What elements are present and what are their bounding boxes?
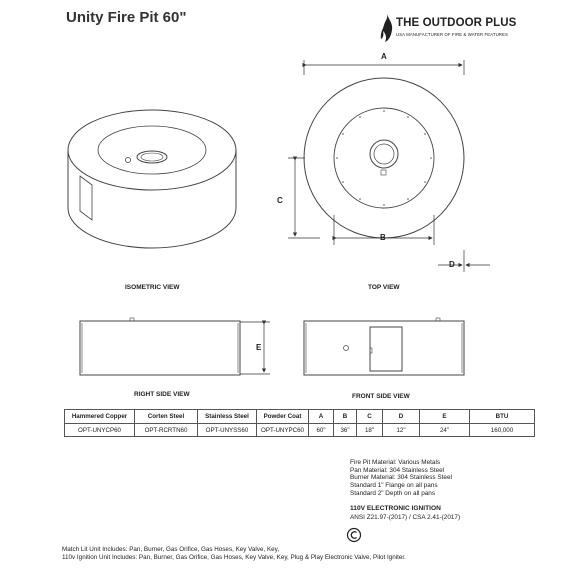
ignition-title: 110V ELECTRONIC IGNITION xyxy=(350,505,441,512)
match-lit-includes: Match Lit Unit Includes: Pan, Burner, Gas Orifice, Gas Hoses, Key Valve, Key, xyxy=(62,546,280,553)
top-view-drawing xyxy=(304,78,464,238)
table-cell: 36" xyxy=(334,424,357,437)
table-header: D xyxy=(383,410,420,424)
table-header: BTU xyxy=(470,410,535,424)
table-header: Stainless Steel xyxy=(198,410,257,424)
fire-pit-material: Fire Pit Material: Various Metals xyxy=(350,459,441,466)
right-side-drawing xyxy=(80,318,240,375)
footer-notes xyxy=(62,546,406,562)
table-cell: 24" xyxy=(420,424,470,437)
ignition-unit-includes: 110v Ignition Unit Includes: Pan, Burner, Gas Orifice, Gas Hoses, Key Valve, Key, Plug & Play Electronic Valve, Pilot Igniter. xyxy=(62,554,406,562)
front-side-drawing xyxy=(304,318,464,375)
table-cell: 160,000 xyxy=(470,424,535,437)
dimension-e-label: E xyxy=(256,343,262,352)
table-header: E xyxy=(420,410,470,424)
dimension-lines xyxy=(240,60,490,374)
top-view-perimeter-dots xyxy=(336,110,432,206)
brand-tagline: USA MANUFACTURER OF FIRE & WATER FEATURES xyxy=(396,32,508,37)
isometric-view-label: ISOMETRIC VIEW xyxy=(125,284,180,291)
front-side-view-label: FRONT SIDE VIEW xyxy=(352,393,410,400)
table-cell: OPT-UNYSS60 xyxy=(198,424,257,437)
table-row xyxy=(65,424,535,437)
dimension-c-label: C xyxy=(277,196,283,205)
spec-table xyxy=(64,409,535,437)
table-cell: OPT-UNYPC60 xyxy=(257,424,309,437)
brand-name: THE OUTDOOR PLUS xyxy=(396,17,517,29)
table-cell: OPT-UNYCP60 xyxy=(65,424,135,437)
dimension-b-label: B xyxy=(380,233,386,242)
table-header: C xyxy=(357,410,383,424)
flange-note: Standard 1" Flange on all pans xyxy=(350,482,438,490)
page-title: Unity Fire Pit 60" xyxy=(66,9,187,26)
table-cell: 12" xyxy=(383,424,420,437)
dimension-d-label: D xyxy=(449,260,455,269)
table-header: Hammered Copper xyxy=(65,410,135,424)
burner-material: Burner Material: 304 Stainless Steel xyxy=(350,474,452,482)
depth-note: Standard 2" Depth on all pans xyxy=(350,489,436,497)
table-cell: 60" xyxy=(309,424,334,437)
table-cell: OPT-RCRTN60 xyxy=(135,424,198,437)
top-view-label: TOP VIEW xyxy=(368,284,400,291)
table-header: B xyxy=(334,410,357,424)
right-side-view-label: RIGHT SIDE VIEW xyxy=(134,391,190,398)
csa-certification-icon xyxy=(346,527,362,543)
pan-material: Pan Material: 304 Stainless Steel xyxy=(350,466,445,474)
ignition-standard: ANSI Z21.97-(2017) / CSA 2.41-(2017) xyxy=(350,514,461,521)
table-header: A xyxy=(309,410,334,424)
table-header: Powder Coat xyxy=(257,410,309,424)
dimension-a-label: A xyxy=(381,52,387,61)
table-cell: 18" xyxy=(357,424,383,437)
isometric-drawing xyxy=(68,110,236,248)
table-header-row xyxy=(65,410,535,424)
materials-notes xyxy=(350,459,452,498)
table-header: Corten Steel xyxy=(135,410,198,424)
